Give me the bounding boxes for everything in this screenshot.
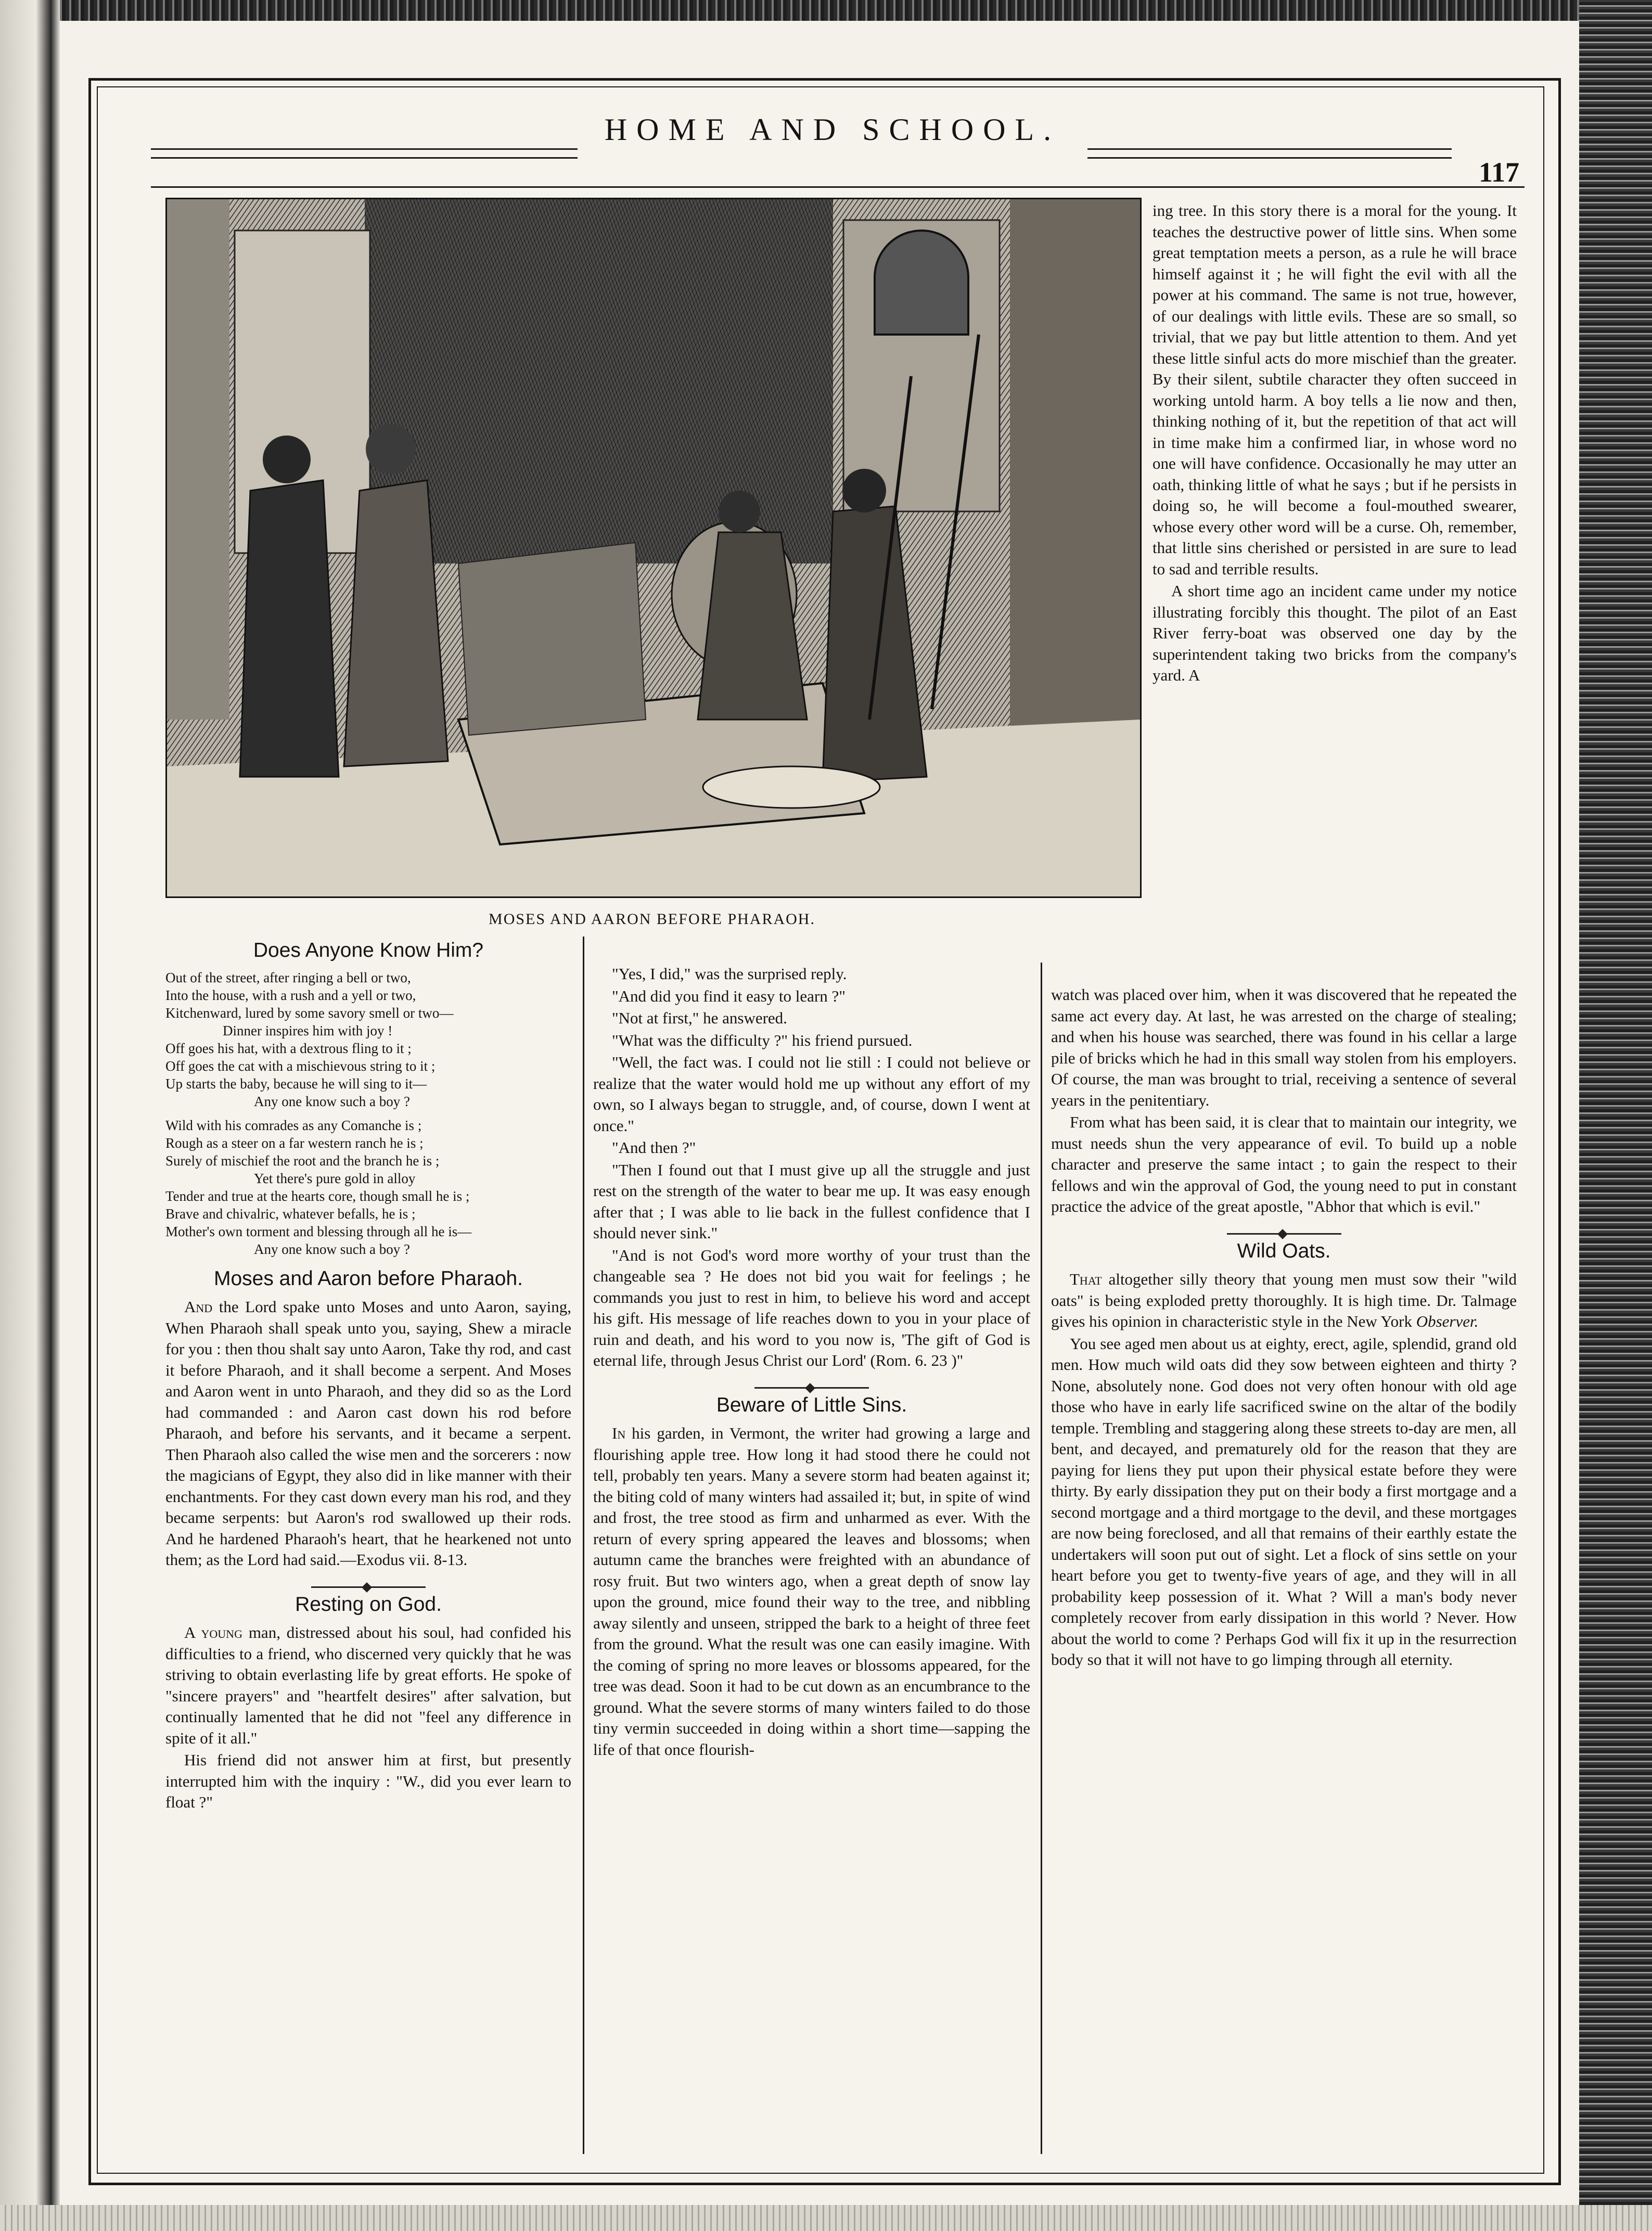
column-rule-2 bbox=[1041, 963, 1042, 2154]
poem-line: Mother's own torment and blessing through all he is— bbox=[165, 1223, 472, 1239]
poem-line: Off goes his hat, with a dextrous fling to it ; bbox=[165, 1040, 412, 1056]
section-title-sins: Beware of Little Sins. bbox=[716, 1393, 907, 1416]
source-title: Observer. bbox=[1416, 1312, 1479, 1330]
article-paragraph: "Well, the fact was. I could not lie still : I could not believe or realize that the water would hold me up without any effort of my own, so I always began to struggle, and, of course, down I went at once." bbox=[593, 1053, 1030, 1135]
article-paragraph: "What was the difficulty ?" his friend pursued. bbox=[612, 1031, 913, 1049]
section-divider bbox=[754, 1387, 869, 1389]
article-paragraph: watch was placed over him, when it was discovered that he repeated the same act every day. At last, he was arrested on the charge of stealing; and when his house was searched, there was found in his cellar a large pile of bricks which he had in this small way stolen from his employers. Of course, the man was brought to trial, receiving a sentence of several years in the penitentiary. bbox=[1051, 985, 1517, 1109]
scan-edge-right bbox=[1579, 0, 1652, 2231]
poem-line: Off goes the cat with a mischievous string to it ; bbox=[165, 1058, 436, 1074]
header-underline bbox=[151, 186, 1525, 188]
lead-word: That bbox=[1070, 1270, 1102, 1288]
article-paragraph: ing tree. In this story there is a moral for the young. It teaches the destructive power of little sins. When some great temptation meets a person, as a rule he will brace himself against it ; he will fight the evil with all the power at his command. The same is not true, however, of our dealings with little evils. These are so small, so trivial, that we pay but little attention to them. And yet these little sinful acts do more mischief than the greater. By their silent, subtile character they often succeed in working untold harm. A boy tells a lie now and then, thinking nothing of it, but the repetition of that act will in time make him a confirmed liar, in whose word no one will have confidence. Occasionally he may utter an oath, thinking little of what he says ; but if he persists in doing so, he will become a foul-mouthed swearer, whose every other word will be a curse. Oh, remember, that little sins cherished or persisted in are sure to lead to sad and terrible results. bbox=[1152, 201, 1517, 578]
column-2 bbox=[593, 964, 1030, 1761]
section-divider bbox=[311, 1586, 426, 1588]
running-title: HOME AND SCHOOL. bbox=[604, 112, 1061, 147]
poem-line: Rough as a steer on a far western ranch he is ; bbox=[165, 1135, 424, 1151]
illustration-caption: MOSES AND AARON BEFORE PHARAOH. bbox=[489, 911, 815, 928]
paragraph-text: the Lord spake unto Moses and unto Aaron, saying, When Pharaoh shall speak unto you, saying, Shew a miracle for you : then thou shalt say unto Aaron, Take thy rod, and cast it before Pharaoh, and it shall become a serpent. And Moses and Aaron went in unto Pharaoh, and they did so as the Lord had commanded : and Aaron cast down his rod before Pharaoh, and before his servants, and it became a serpent. Then Pharaoh also called the wise men and the sorcerers : now the magicians of Egypt, they also did in like manner with their enchantments. For they cast down every man his rod, and they became serpents: but Aaron's rod swallowed up their rods. And he hardened Pharaoh's heart, that he hearkened not unto them; as the Lord had said.—Exodus vii. 8-13. bbox=[165, 1298, 571, 1569]
lead-word: In bbox=[612, 1424, 626, 1442]
paragraph-text: his garden, in Vermont, the writer had growing a large and flourishing apple tree. How long it had stood there he could not tell, probably ten years. Many a severe storm had beaten against it; the biting cold of many winters had assailed it; but, in spite of wind and frost, the tree stood as firm and unharmed as ever. With the return of every spring appeared the leaves and blossoms; when autumn came the branches were freighted with an abundance of rosy fruit. But two winters ago, when a great depth of snow lay upon the ground, mice found their way to the tree, and nibbling away silently and unseen, stripped the bark to a height of three feet from the ground. What the result was one can easily imagine. With the coming of spring no more leaves or blossoms appeared, for the tree was dead. Soon it had to be cut down as an encumbrance to the ground. What the severe storms of many winters failed to do those tiny vermin succeeded in doing within a short time—sapping the life of that once flourish- bbox=[593, 1424, 1030, 1759]
header-rule-left bbox=[151, 148, 578, 159]
article-paragraph: A short time ago an incident came under my notice illustrating forcibly this thought. The pilot of an East River ferry-boat was observed one day by the superintendent taking two bricks from the company's yard. A bbox=[1152, 582, 1517, 684]
poem-line: Wild with his comrades as any Comanche is ; bbox=[165, 1117, 422, 1133]
article-paragraph: His friend did not answer him at first, but presently interrupted him with the inquiry : "W., did you ever learn to float ?" bbox=[165, 1751, 571, 1811]
article-paragraph: "And is not God's word more worthy of your trust than the changeable sea ? He does not bid you wait for feelings ; he commands you just to rest in him, to believe his word and accept his gift. His message of life reaches down to you in your place of ruin and death, and his word to you now is, 'The gift of God is eternal life, through Jesus Christ our Lord' (Rom. 6. 23 )" bbox=[593, 1246, 1030, 1369]
article-paragraph: "Then I found out that I must give up all the struggle and just rest on the strength of the water to bear me up. It was easy enough after that ; I was able to lie back in the fullest confidence that I should never sink." bbox=[593, 1160, 1030, 1242]
page-number: 117 bbox=[1478, 157, 1519, 188]
paragraph-text: man, distressed about his soul, had confided his difficulties to a friend, who discerned very quickly that he was striving to obtain everlasting life by great efforts. He spoke of "sincere prayers" and "heartfelt desires" after salvation, but continually lamented that he did not "feel any difference in spite of it all." bbox=[165, 1623, 571, 1747]
article-paragraph: "Not at first," he answered. bbox=[612, 1009, 787, 1027]
paragraph-text: altogether silly theory that young men must sow their "wild oats" is being exploded pretty thoroughly. It is high time. Dr. Talmage gives his opinion in characteristic style in the New York bbox=[1051, 1270, 1517, 1330]
scan-edge-bottom bbox=[0, 2205, 1652, 2231]
engraving-illustration bbox=[165, 198, 1142, 898]
section-title-resting: Resting on God. bbox=[295, 1593, 442, 1615]
poem-title: Does Anyone Know Him? bbox=[253, 939, 484, 961]
article-paragraph: You see aged men about us at eighty, erect, agile, splendid, grand old men. How much wild oats did they sow between eighteen and thirty ? None, absolutely none. God does not very often honour with old age those who have in early life sacrificed swine on the altar of the bodily temple. Trembling and staggering along these streets to-day are men, all bent, and decayed, and prematurely old for the reason that they are paying for liens they put upon their physical estate before they were thirty. By early dissipation they put on their body a first mortgage and a second mortgage and a third mortgage to the devil, and these mortgages are now being foreclosed, and all that remains of their earthly estate the undertakers will soon put out of sight. Let a flock of sins settle on your heart before you get to twenty-five years of age, and they will in all probability keep possession of it. What ? Will a man's body never completely recover from early dissipation in this world ? Never. How about the world to come ? Perhaps God will fix it up in the resurrection body so that it will not have to go limping through all eternity. bbox=[1051, 1334, 1517, 1669]
poem-body bbox=[165, 969, 571, 1258]
poem-line: Tender and true at the hearts core, though small he is ; bbox=[165, 1188, 470, 1204]
article-paragraph: "And then ?" bbox=[612, 1138, 696, 1157]
poem-line: Any one know such a boy ? bbox=[254, 1093, 410, 1109]
poem-line: Into the house, with a rush and a yell or two, bbox=[165, 987, 416, 1003]
scan-edge-top bbox=[0, 0, 1652, 21]
column-rule-1 bbox=[583, 937, 584, 2154]
section-title-oats: Wild Oats. bbox=[1237, 1239, 1331, 1262]
lead-word: And bbox=[184, 1298, 213, 1316]
column-right-upper bbox=[1152, 200, 1517, 687]
poem-line: Dinner inspires him with joy ! bbox=[223, 1022, 393, 1038]
article-paragraph bbox=[593, 1423, 1030, 1760]
column-3 bbox=[1051, 984, 1517, 1672]
poem-line: Any one know such a boy ? bbox=[254, 1241, 410, 1257]
article-paragraph: "Yes, I did," was the surprised reply. bbox=[612, 965, 847, 983]
poem-line: Out of the street, after ringing a bell or two, bbox=[165, 969, 411, 985]
section-title-moses: Moses and Aaron before Pharaoh. bbox=[213, 1267, 523, 1290]
poem-line: Up starts the baby, because he will sing to it— bbox=[165, 1075, 427, 1092]
poem-line: Brave and chivalric, whatever befalls, he is ; bbox=[165, 1206, 416, 1222]
poem-line: Kitchenward, lured by some savory smell or two— bbox=[165, 1005, 454, 1021]
scan-edge-left bbox=[0, 0, 60, 2231]
article-paragraph bbox=[165, 1622, 571, 1749]
article-paragraph: "And did you find it easy to learn ?" bbox=[612, 986, 846, 1005]
poem-line: Surely of mischief the root and the branch he is ; bbox=[165, 1152, 440, 1169]
lead-word: A young bbox=[184, 1623, 242, 1642]
article-paragraph bbox=[165, 1297, 571, 1571]
section-divider bbox=[1227, 1233, 1341, 1235]
article-paragraph: From what has been said, it is clear that to maintain our integrity, we must needs shun the very appearance of evil. To build up a noble character and preserve the same intact ; to gain the respect to their fellows and win the approval of God, the young need to put in constant practice the advice of the great apostle, "Abhor that which is evil." bbox=[1051, 1113, 1517, 1215]
column-1 bbox=[165, 934, 571, 1814]
header-rule-right bbox=[1087, 148, 1452, 159]
article-paragraph bbox=[1051, 1269, 1517, 1332]
poem-line: Yet there's pure gold in alloy bbox=[254, 1170, 416, 1186]
